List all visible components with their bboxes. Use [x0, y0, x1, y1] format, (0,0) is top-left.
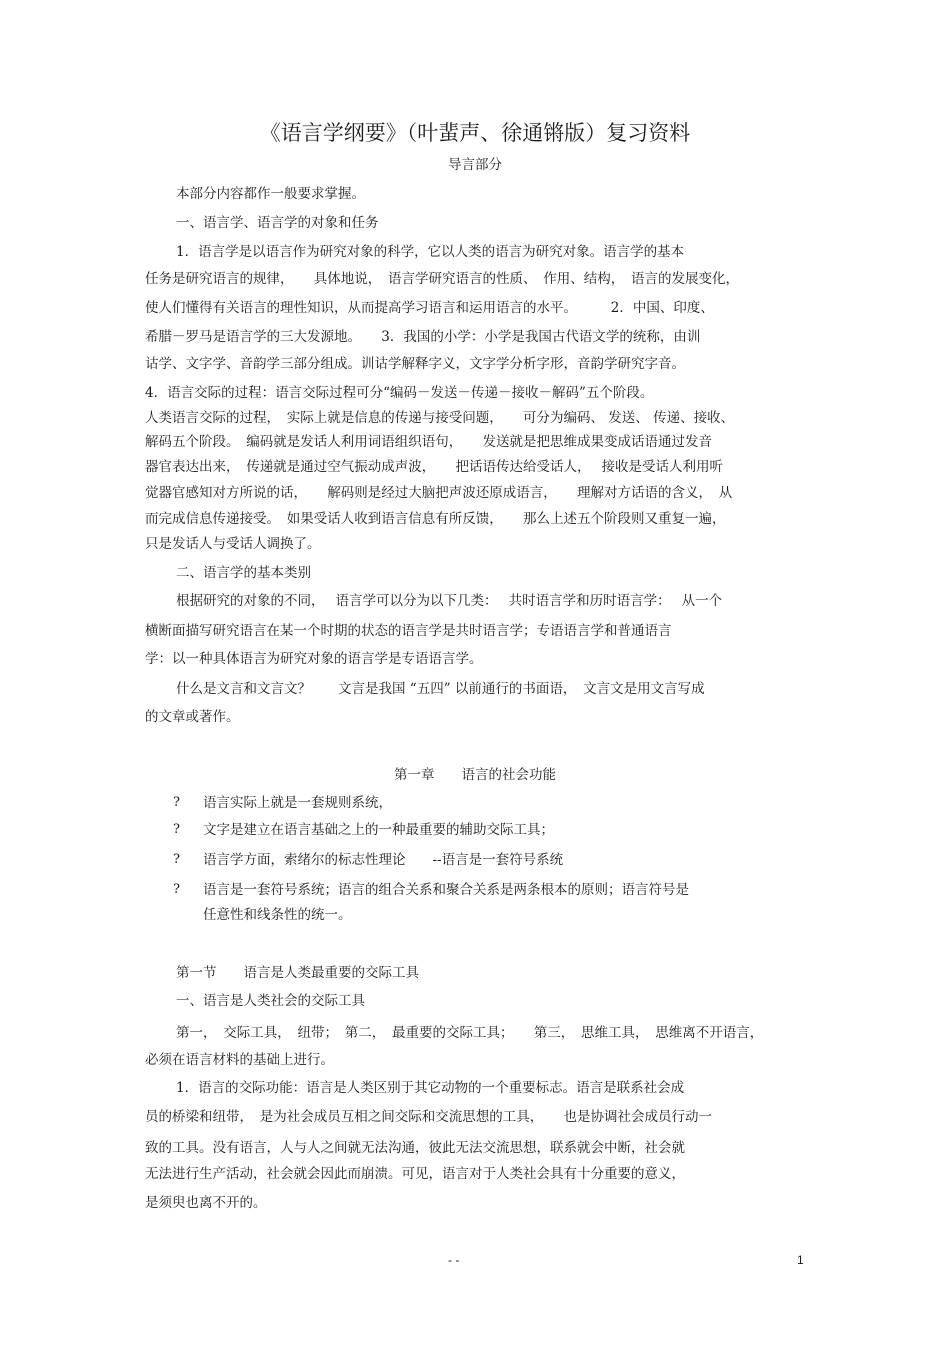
bullet-item: 语言是一套符号系统；语言的组合关系和聚合关系是两条根本的原则；语言符号是 [203, 882, 689, 898]
paragraph-line: 什么是文言和文言文？ 文言是我国 “五四” 以前通行的书面语， 文言文是用文言写成 [176, 681, 705, 697]
paragraph-line: 使人们懂得有关语言的理性知识，从而提高学习语言和运用语言的水平。 2．中国、印度、 [145, 300, 714, 316]
footer-dashes: - - [448, 1253, 460, 1267]
paragraph-line: 觉器官感知对方所说的话， 解码则是经过大脑把声波还原成语言， 理解对方话语的含义， 从 [145, 485, 733, 501]
paragraph-line: 员的桥梁和纽带， 是为社会成员互相之间交际和交流思想的工具， 也是协调社会成员行动一 [145, 1109, 712, 1125]
paragraph-line: 器官表达出来， 传递就是通过空气振动成声波， 把话语传达给受话人， 接收是受话人利用听 [145, 459, 724, 475]
page-number: 1 [797, 1253, 804, 1267]
paragraph-line: 任务是研究语言的规律， 具体地说， 语言学研究语言的性质、 作用、结构， 语言的发展变化， [145, 271, 739, 287]
paragraph-line: 人类语言交际的过程， 实际上就是信息的传递与接受问题， 可分为编码、 发送、 传递、接收、 [145, 410, 735, 426]
paragraph-line: 4．语言交际的过程：语言交际过程可分“编码－发送－传递－接收－解码”五个阶段。 [145, 385, 654, 401]
paragraph-line: 是须臾也离不开的。 [145, 1195, 267, 1211]
bullet-marker: ? [173, 882, 180, 897]
paragraph-line: 根据研究的对象的不同， 语言学可以分为以下几类： 共时语言学和历时语言学： 从一个 [176, 593, 723, 609]
paragraph-line: 解码五个阶段。 编码就是发话人利用词语组织语句， 发送就是把思维成果变成话语通过发音 [145, 434, 712, 450]
document-title: 《语言学纲要》（叶蜚声、徐通锵版）复习资料 [259, 121, 691, 145]
section-heading: 二、语言学的基本类别 [176, 565, 311, 581]
section-heading: 一、语言学、语言学的对象和任务 [176, 215, 379, 231]
bullet-marker: ? [173, 795, 180, 810]
bullet-marker: ? [173, 822, 180, 837]
section-title: 第一节 语言是人类最重要的交际工具 [176, 965, 419, 981]
bullet-item-continuation: 任意性和线条性的统一。 [203, 907, 352, 923]
paragraph-line: 必须在语言材料的基础上进行。 [145, 1052, 334, 1068]
paragraph-line: 学：以一种具体语言为研究对象的语言学是专语语言学。 [145, 651, 483, 667]
bullet-item: 语言学方面，索绪尔的标志性理论 --语言是一套符号系统 [203, 852, 564, 868]
paragraph-line: 的文章或著作。 [145, 709, 240, 725]
chapter-title: 第一章 语言的社会功能 [394, 767, 556, 783]
paragraph-line: 致的工具。没有语言，人与人之间就无法沟通，彼此无法交流思想，联系就会中断，社会就 [145, 1140, 685, 1156]
bullet-marker: ? [173, 852, 180, 867]
paragraph-line: 第一， 交际工具， 纽带； 第二， 最重要的交际工具； 第三， 思维工具， 思维离不开语言， [176, 1025, 764, 1041]
paragraph-line: 诂学、文字学、音韵学三部分组成。训诂学解释字义，文字学分析字形，音韵学研究字音。 [145, 356, 685, 372]
paragraph-line: 希腊－罗马是语言学的三大发源地。 3．我国的小学：小学是我国古代语文学的统称，由训 [145, 329, 701, 345]
paragraph-line: 只是发话人与受话人调换了。 [145, 536, 321, 552]
paragraph-line: 而完成信息传递接受。 如果受话人收到语言信息有所反馈， 那么上述五个阶段则又重复一遍， [145, 511, 726, 527]
document-subtitle: 导言部分 [448, 157, 502, 173]
bullet-item: 文字是建立在语言基础之上的一种最重要的辅助交际工具； [203, 822, 554, 838]
paragraph-line: 无法进行生产活动，社会就会因此而崩溃。可见，语言对于人类社会具有十分重要的意义， [145, 1166, 685, 1182]
paragraph-line: 1．语言的交际功能：语言是人类区别于其它动物的一个重要标志。语言是联系社会成 [176, 1080, 685, 1096]
bullet-item: 语言实际上就是一套规则系统， [203, 795, 392, 811]
paragraph-line: 本部分内容都作一般要求掌握。 [176, 186, 365, 202]
paragraph-line: 1．语言学是以语言作为研究对象的科学，它以人类的语言为研究对象。语言学的基本 [176, 244, 685, 260]
section-heading: 一、语言是人类社会的交际工具 [176, 993, 365, 1009]
paragraph-line: 横断面描写研究语言在某一个时期的状态的语言学是共时语言学；专语语言学和普通语言 [145, 623, 672, 639]
